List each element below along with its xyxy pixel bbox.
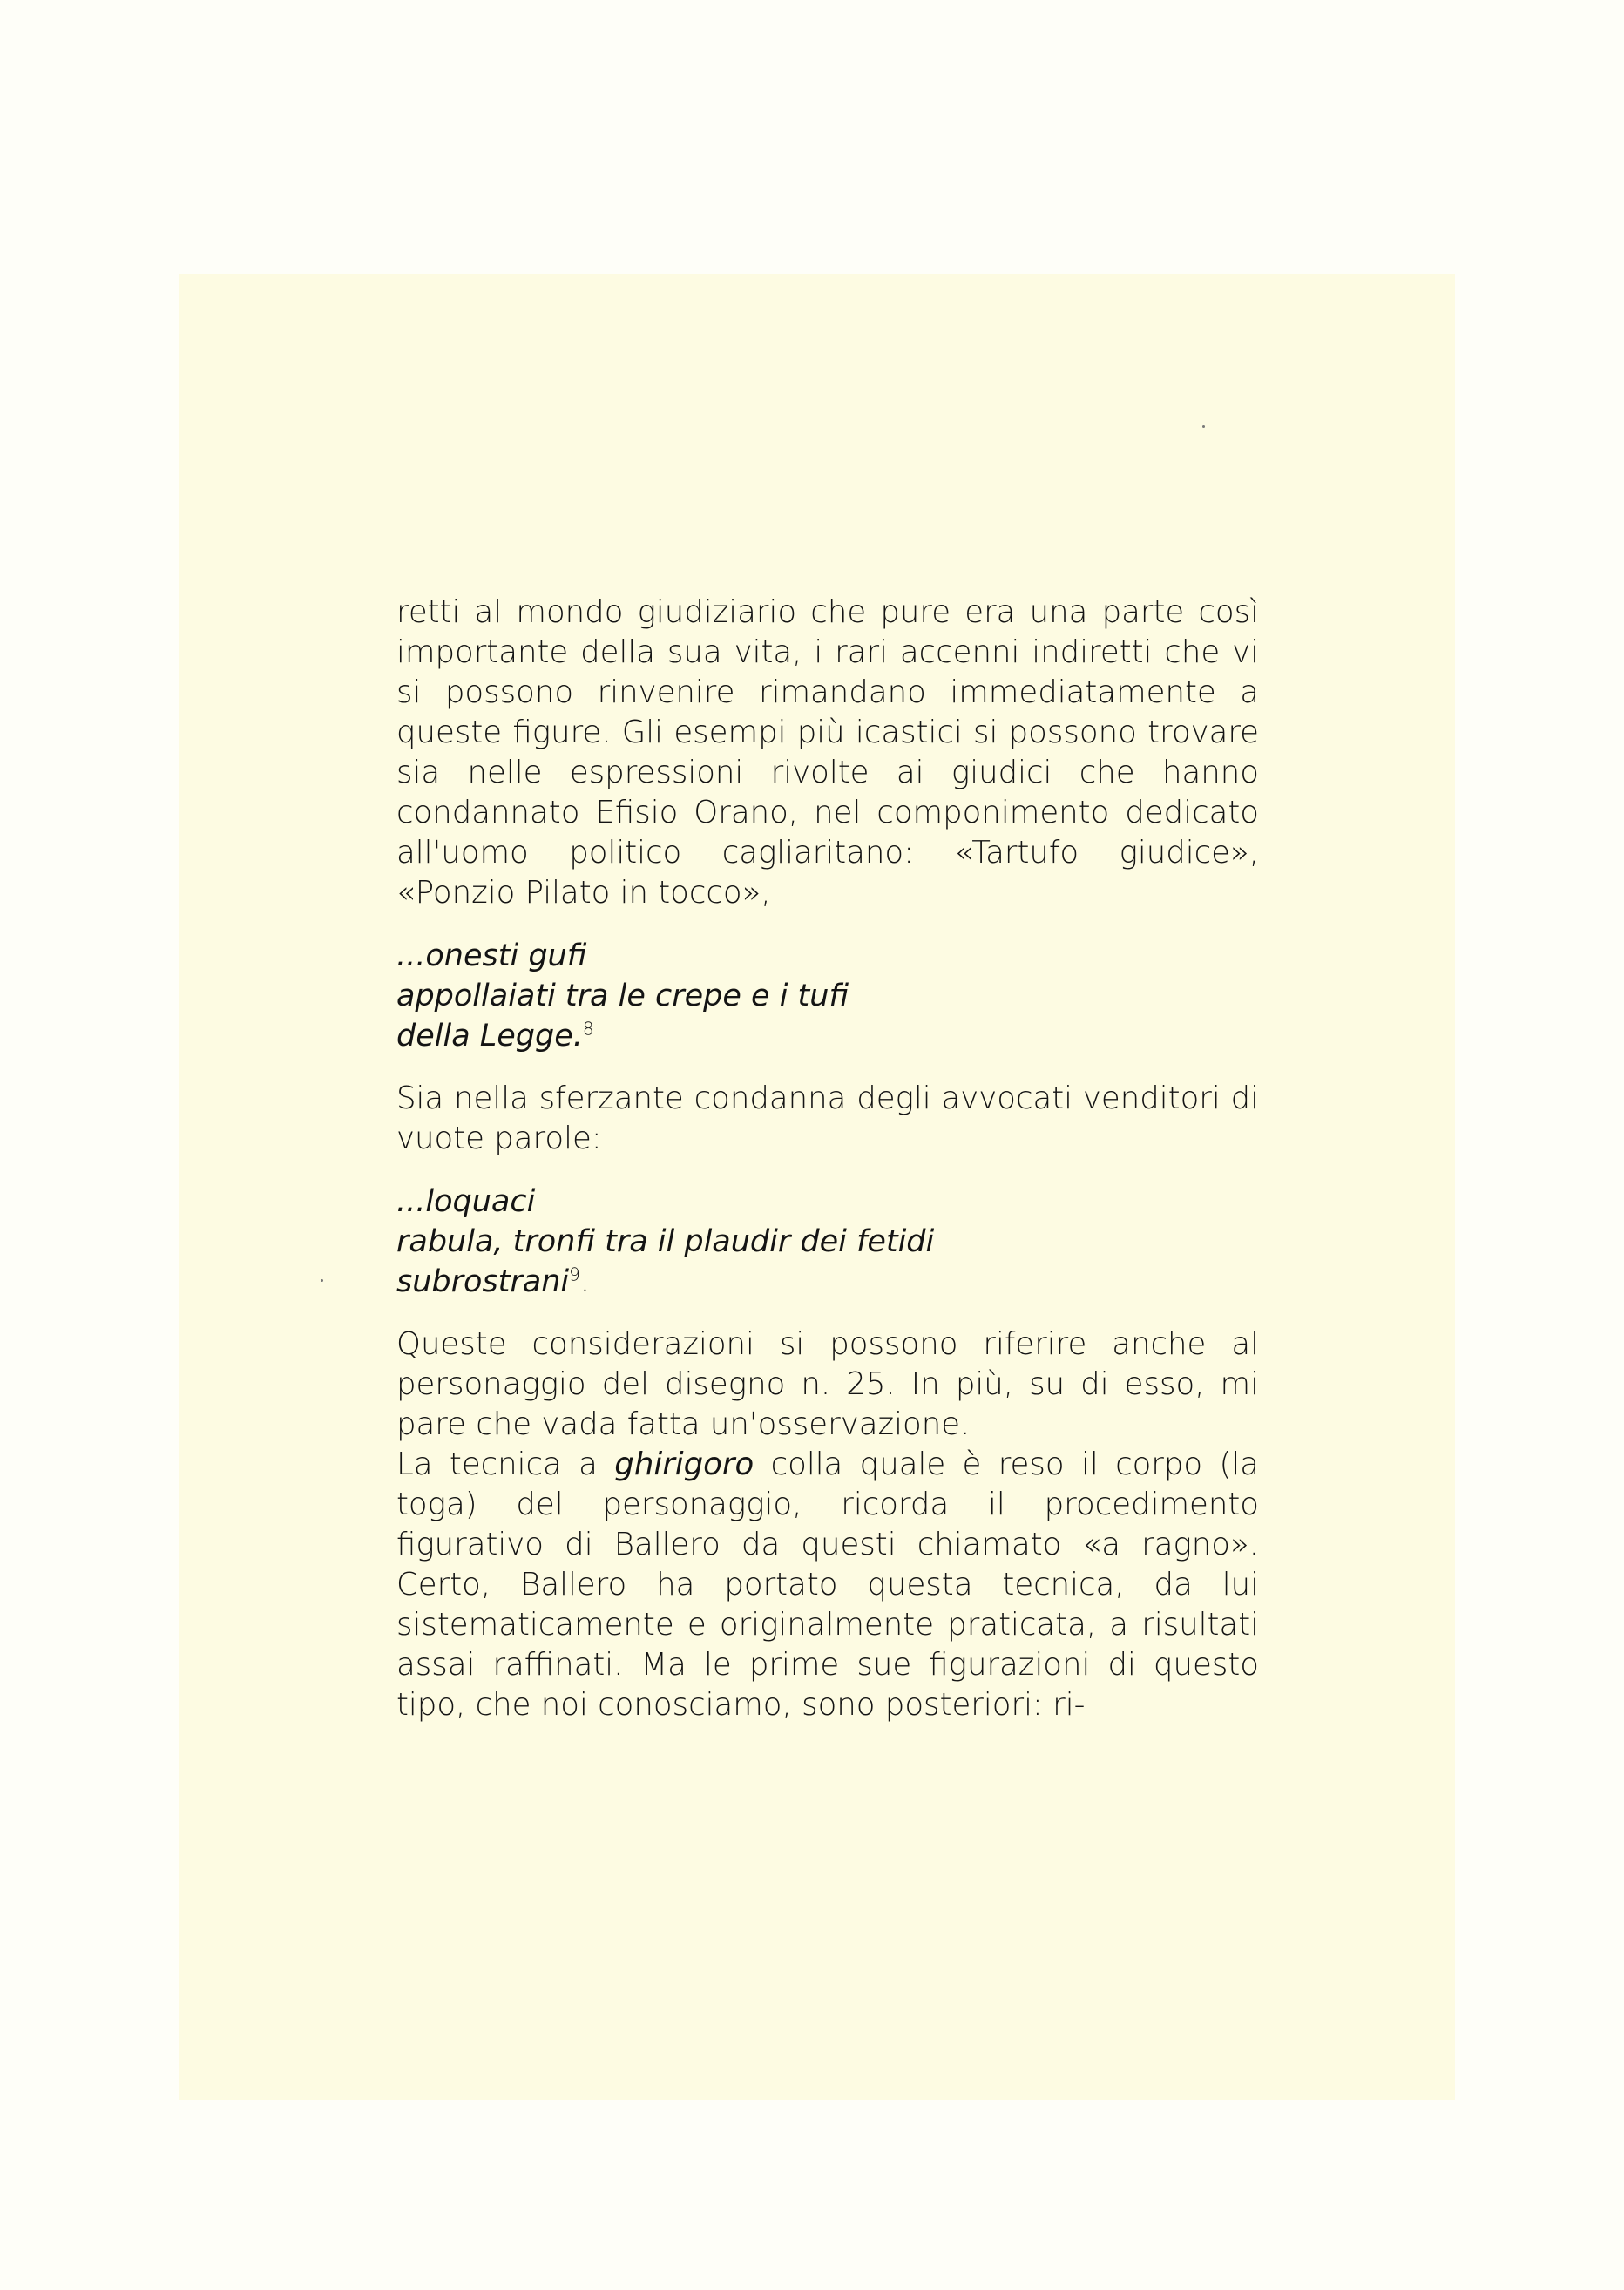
verse-line: rabula, tronfi tra il plaudir dei fetidi [396,1224,935,1259]
verse-line: ...loquaci [396,1184,536,1219]
scan-speck [321,1279,323,1282]
paragraph-1: retti al mondo giudiziario che pure era una parte così importante della sua vita, i rari accenni indiretti che vi si possono rinvenire rimandano immediatamente a queste figure. Gli esempi più icastici si possono trovare sia nelle espressioni rivolte ai giudici che hanno condannato Efisio Orano, nel componimento dedicato all'uomo politico cagliaritano: «Tartufo giudice», «Ponzio Pilato in tocco», [396,594,1259,911]
body-text [396,593,1259,1725]
scan-speck [1202,425,1205,428]
verse-line: della Legge.$^8$ [396,1018,594,1054]
verse-line: appollaiati tra le crepe e i tufi [396,979,849,1013]
paragraph-2: Sia nella sferzante condanna degli avvocati venditori di vuote parole: [396,1081,1259,1156]
footnote-ref: 8 [582,1018,594,1040]
paragraph-3: Queste considerazioni si possono riferire anche al personaggio del disegno n. 25. In più, su di esso, mi pare che vada fatta un'osservazione. [396,1326,1259,1442]
footnote-ref: 9 [569,1264,580,1285]
verse-line: subrostrani$^9$. [396,1264,591,1299]
paragraph-4: La tecnica a ghirigoro colla quale è reso il corpo (la toga) del personaggio, ricorda il procedimento figurativo di Ballero da questi chiamato «a ragno». Certo, Ballero ha portato questa tecnica, da lui sistematicamente e originalmente praticata, a risultati assai raffinati. Ma le prime sue figurazioni di questo tipo, che noi conosciamo, sono posteriori: ri- [396,1446,1259,1723]
verse-quote-2 [396,1182,1259,1302]
verse-line: ...onesti gufi [396,938,587,973]
emphasis: ghirigoro [614,1446,754,1482]
verse-quote-1 [396,936,1259,1056]
